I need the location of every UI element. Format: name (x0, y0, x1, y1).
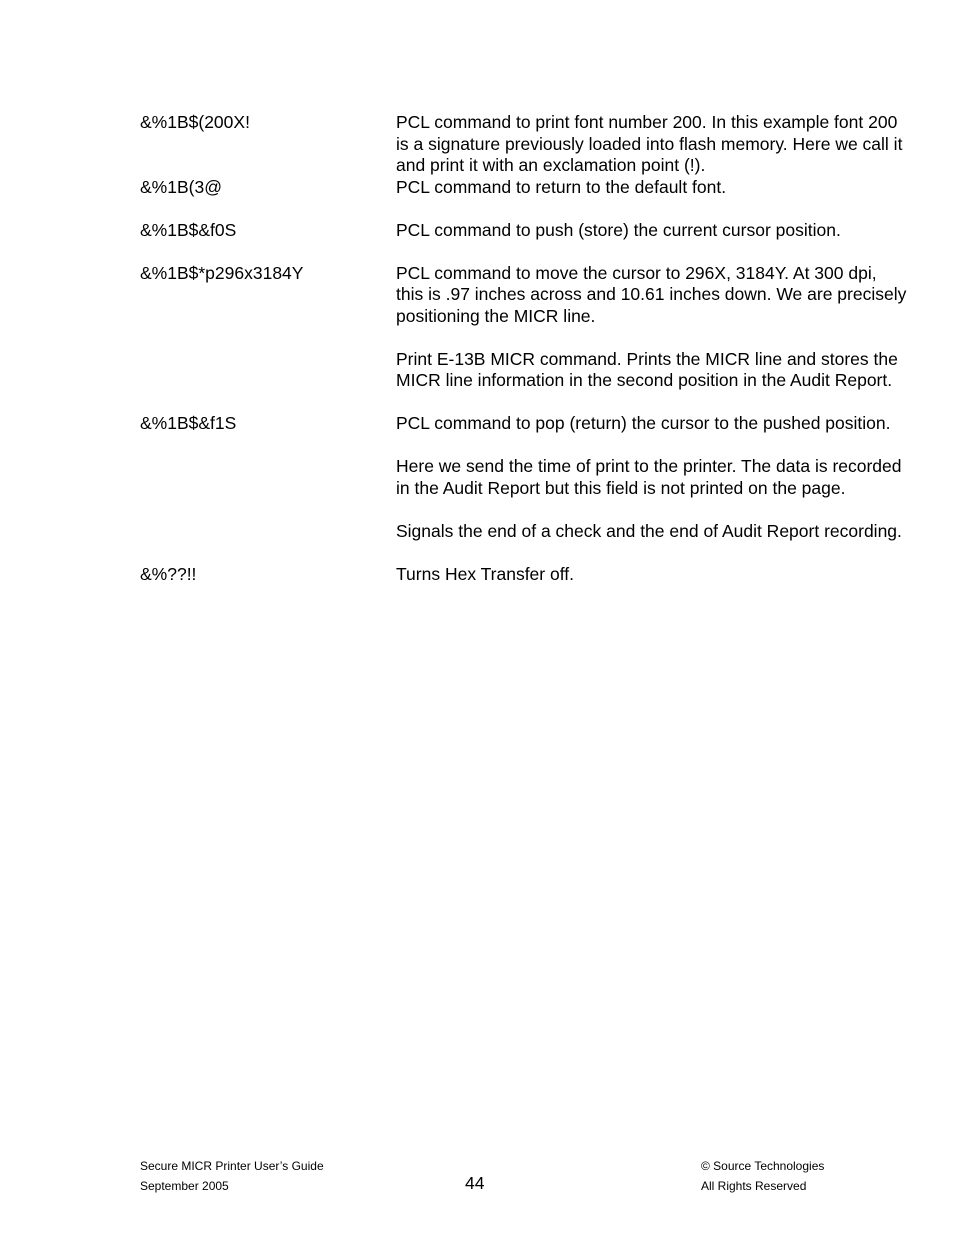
command-description: Turns Hex Transfer off. (396, 563, 574, 584)
row-spacer (140, 435, 910, 457)
table-row (140, 112, 910, 177)
command-description: PCL command to return to the default font. (396, 176, 727, 197)
table-row (140, 456, 910, 499)
command-code: &%??!! (140, 563, 197, 584)
footer-guide-title: Secure MICR Printer User’s Guide (140, 1159, 324, 1173)
table-row (140, 413, 910, 435)
command-description: PCL command to push (store) the current cursor position. (396, 219, 841, 240)
command-code: &%1B$(200X! (140, 112, 250, 132)
table-row (140, 263, 910, 328)
row-spacer (140, 198, 910, 220)
command-description: PCL command to pop (return) the cursor to the pushed position. (396, 413, 891, 433)
footer-date: September 2005 (140, 1179, 229, 1193)
command-description: Here we send the time of print to the printer. The data is recorded in the Audit Report but this field is not printed on the page. (396, 456, 902, 498)
footer-right (701, 1156, 824, 1196)
footer-rights: All Rights Reserved (701, 1179, 807, 1193)
command-code: &%1B(3@ (140, 176, 222, 197)
row-spacer (140, 499, 910, 521)
command-code: &%1B$&f1S (140, 413, 237, 433)
table-row (140, 177, 910, 199)
command-table (140, 112, 910, 585)
row-spacer (140, 327, 910, 349)
command-description: Signals the end of a check and the end of Audit Report recording. (396, 520, 902, 541)
row-spacer (140, 241, 910, 263)
footer-copyright: © Source Technologies (701, 1159, 825, 1173)
table-row (140, 521, 910, 543)
row-spacer (140, 392, 910, 414)
footer-left (140, 1156, 324, 1196)
page-number: 44 (465, 1173, 485, 1193)
command-code: &%1B$&f0S (140, 219, 237, 240)
command-code: &%1B$*p296x3184Y (140, 262, 304, 283)
command-description: PCL command to print font number 200. In this example font 200 is a signature previously loaded into flash memory. Here we call it and print it with an exclamation point (!). (396, 112, 903, 175)
table-row (140, 349, 910, 392)
table-row (140, 564, 910, 586)
table-row (140, 220, 910, 242)
command-description: Print E-13B MICR command. Prints the MICR line and stores the MICR line information in the second position in the Audit Report. (396, 348, 898, 390)
command-description: PCL command to move the cursor to 296X, 3184Y. At 300 dpi, this is .97 inches across and 10.61 inches down. We are precisely positioning the MICR line. (396, 262, 907, 326)
row-spacer (140, 542, 910, 564)
